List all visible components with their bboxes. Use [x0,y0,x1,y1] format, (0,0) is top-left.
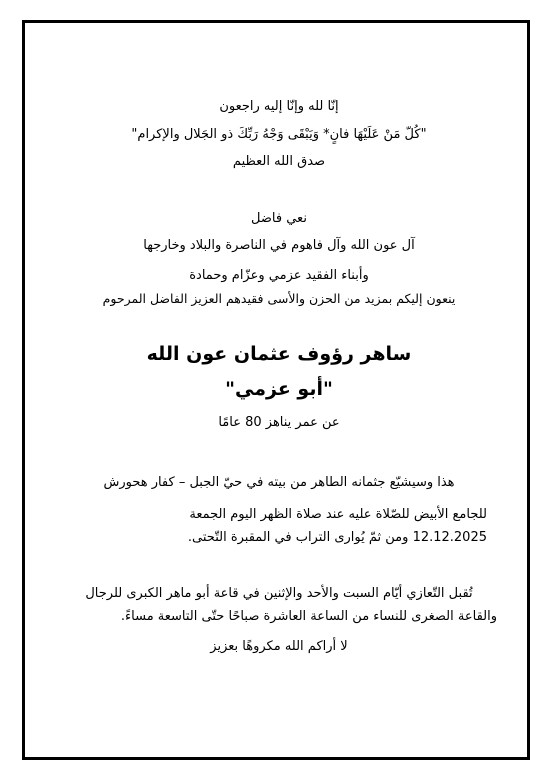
opening-verse-3: صدق الله العظيم [232,154,326,169]
announcement-title: نعي فاضل [251,211,307,226]
opening-verse-2: "كُلّ مَنْ عَلَيْهَا فانٍ* وَيَبْقَى وَجْهُ رَبِّكَ ذو الجَلال والإكرام" [131,127,427,142]
mourning-line: ينعون إليكم بمزيد من الحزن والأسى فقيدهم العزيز الفاضل المرحوم [102,291,456,306]
sons-line: وأبناء الفقيد عزمي وعزّام وحمادة [189,268,369,283]
deceased-age: عن عمر يناهز 80 عامًا [218,415,340,430]
obituary-frame [22,20,530,760]
condolence-line-1: تُقبل التّعازي أيّام السبت والأحد والإثنين في قاعة أبو ماهر الكبرى للرجال [85,586,473,601]
opening-verse-1: إنّا لله وإنّا إليه راجعون [219,99,339,114]
funeral-line-3: 12.12.2025 ومن ثمّ يُوارى التراب في المقبرة التّحتى. [187,530,487,545]
closing-line: لا أراكم الله مكروهًا بعزيز [210,639,348,654]
deceased-name: ساهر رؤوف عثمان عون الله [146,343,412,365]
funeral-line-1: هذا وسيشيّع جثمانه الطاهر من بيته في حيّ الجبل – كفار هحورش [103,475,455,490]
condolence-line-2: والقاعة الصغرى للنساء من الساعة العاشرة صباحًا حتّى التاسعة مساءً. [120,609,497,624]
family-line: آل عون الله وآل فاهوم في الناصرة والبلاد وخارجها [143,238,415,253]
funeral-line-2: للجامع الأبيض للصّلاة عليه عند صلاة الظهر اليوم الجمعة [189,507,487,522]
deceased-nickname: "أبو عزمي" [225,378,333,400]
